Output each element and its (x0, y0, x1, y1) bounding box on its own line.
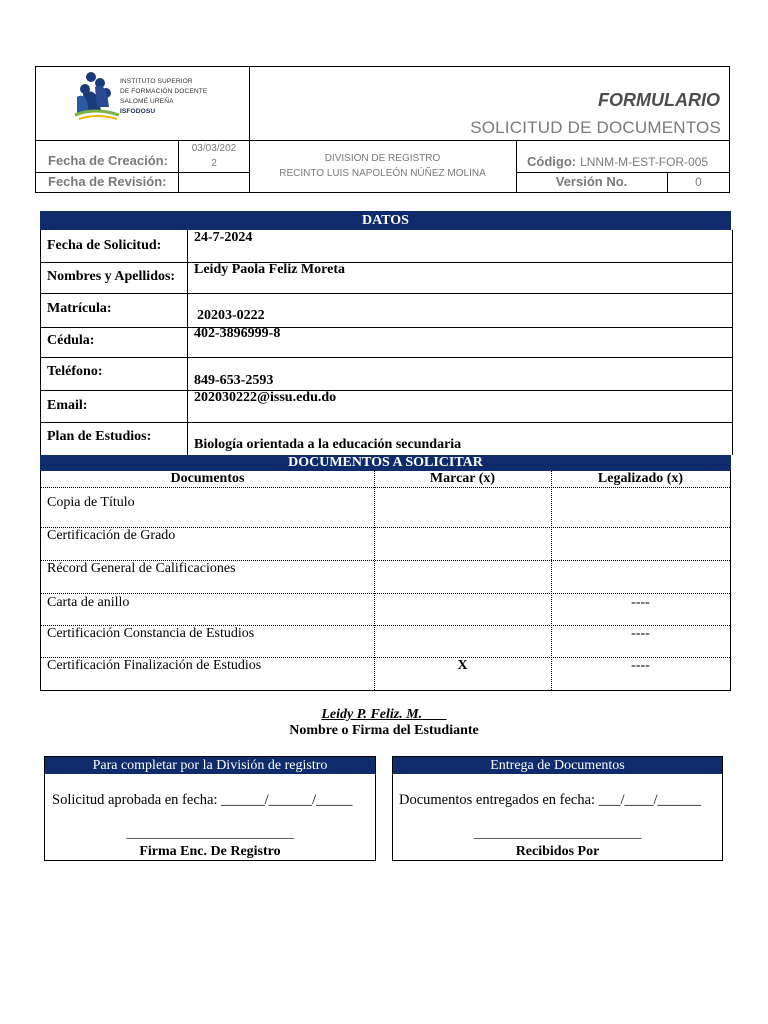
version-value: 0 (695, 175, 702, 189)
datos-value[interactable]: Biología orientada a la educación secundaria (194, 437, 462, 452)
revision-date-label: Fecha de Revisión: (48, 174, 167, 189)
entrega-sign-caption: Recibidos Por (515, 844, 600, 859)
datos-value[interactable]: Leidy Paola Feliz Moreta (194, 262, 345, 277)
logo-line-2: DE FORMACIÓN DOCENTE (120, 88, 208, 95)
code-label: Código: (527, 154, 577, 169)
datos-value[interactable]: 202030222@issu.edu.do (194, 390, 337, 405)
datos-row-plan (40, 422, 733, 455)
legalizado-cell[interactable]: ---- (631, 595, 650, 610)
doc-name: Récord General de Calificaciones (47, 561, 236, 576)
creation-date-value (178, 141, 250, 171)
legalizado-cell[interactable]: ---- (631, 626, 650, 641)
logo-line-4: ISFODOSU (120, 108, 156, 115)
datos-label: Teléfono: (47, 364, 103, 379)
doc-name: Carta de anillo (47, 595, 130, 610)
datos-label: Email: (47, 398, 88, 413)
registro-box (44, 756, 376, 861)
datos-row-telefono (40, 357, 733, 391)
doc-name: Certificación de Grado (47, 528, 176, 543)
version-label: Versión No. (555, 174, 628, 189)
entrega-box-title: Entrega de Documentos (393, 757, 722, 774)
code-field (527, 153, 708, 171)
datos-label: Matrícula: (47, 301, 112, 316)
code-value: LNNM-M-EST-FOR-005 (580, 155, 709, 169)
division-block (250, 151, 515, 181)
student-signature-name: Leidy P. Feliz. M. (321, 707, 423, 722)
datos-label: Cédula: (47, 333, 95, 348)
registro-approval-date[interactable]: Solicitud aprobada en fecha: ______/______/_____ (52, 792, 353, 808)
datos-label: Nombres y Apellidos: (47, 269, 176, 284)
datos-row-cedula (40, 327, 733, 358)
doc-name: Certificación Constancia de Estudios (47, 626, 255, 641)
datos-value[interactable]: 20203-0222 (197, 308, 265, 323)
datos-label: Fecha de Solicitud: (47, 238, 162, 253)
col-header-documentos: Documentos (170, 471, 245, 486)
logo-line-3: SALOMÉ UREÑA (120, 98, 174, 105)
marcar-cell[interactable]: X (457, 658, 468, 673)
datos-row-nombre (40, 262, 733, 294)
form-title: FORMULARIO (598, 90, 720, 110)
col-header-legalizado: Legalizado (x) (597, 471, 684, 486)
documentos-table (40, 470, 731, 691)
col-header-marcar: Marcar (x) (429, 471, 496, 486)
datos-value[interactable]: 402-3896999-8 (194, 326, 281, 341)
creation-date-label: Fecha de Creación: (48, 153, 168, 168)
legalizado-cell[interactable]: ---- (631, 658, 650, 673)
documentos-header: DOCUMENTOS A SOLICITAR (40, 455, 731, 471)
student-signature-caption: Nombre o Firma del Estudiante (289, 723, 479, 738)
datos-label: Plan de Estudios: (47, 429, 152, 444)
doc-name: Certificación Finalización de Estudios (47, 658, 262, 673)
logo-text (120, 77, 207, 117)
registro-box-title: Para completar por la División de registro (45, 757, 375, 774)
datos-row-fecha (40, 230, 733, 263)
division-name: DIVISION DE REGISTRO (324, 153, 441, 164)
datos-value[interactable]: 849-653-2593 (194, 373, 274, 388)
datos-header: DATOS (40, 211, 731, 230)
institution-logo (35, 66, 249, 140)
logo-line-1: INSTITUTO SUPERIOR (120, 78, 193, 85)
entrega-delivery-date[interactable]: Documentos entregados en fecha: ___/____/______ (399, 792, 702, 808)
datos-row-matricula (40, 293, 733, 328)
registro-sign-line[interactable]: ___________________________ (126, 825, 294, 840)
creation-date-line1: 03/03/202 (191, 143, 237, 154)
form-subtitle: SOLICITUD DE DOCUMENTOS (470, 118, 721, 137)
entrega-sign-line[interactable]: ___________________________ (473, 825, 642, 840)
campus-name: RECINTO LUIS NAPOLEÓN NÚÑEZ MOLINA (279, 168, 486, 179)
registro-sign-caption: Firma Enc. De Registro (139, 844, 281, 859)
datos-value[interactable]: 24-7-2024 (194, 230, 253, 245)
doc-name: Copia de Título (47, 495, 135, 510)
student-signature (0, 707, 768, 723)
entrega-box (392, 756, 723, 861)
creation-date-line2: 2 (211, 158, 217, 169)
datos-row-email (40, 390, 733, 423)
